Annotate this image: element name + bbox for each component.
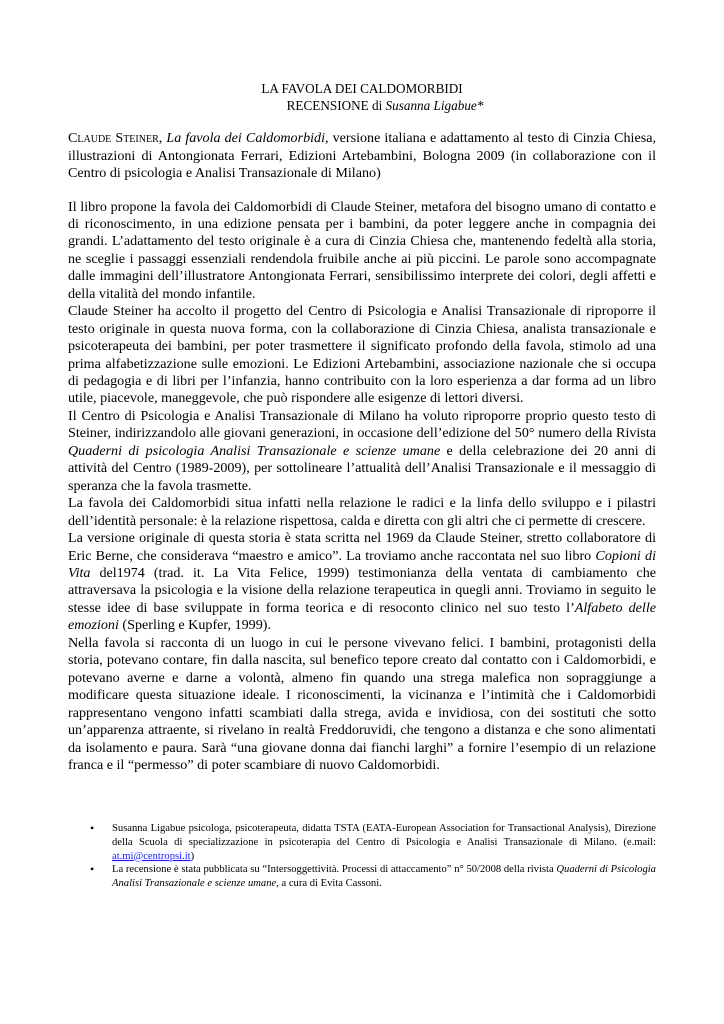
footnote-2 (90, 863, 656, 891)
book-citation (68, 130, 656, 183)
paragraph-4: La favola dei Caldomorbidi situa infatti nella relazione le radici e la linfa dello sviluppo e i pilastri dell’identità personale: è la relazione rispettosa, calda e diretta con gli altri che ci permette di crescere. (68, 495, 656, 529)
paragraph-2: Claude Steiner ha accolto il progetto del Centro di Psicologia e Analisi Transazionale di riproporre il testo originale in questa nuova forma, con la collaborazione di Cinzia Chiesa, analista transazionale e psicoterapeuta dei bambini, per poter trasmettere il significato profondo della favola, stimolo ad una prima alfabetizzazione sulle emozioni. Le Edizioni Artebambini, associazione nazionale che si occupa di pedagogia e di libri per l’infanzia, hanno contribuito con la loro esperienza a dar forma ad un libro utile, piacevole, maneggevole, che può rispondere alle esigenze di lettori diversi. (68, 303, 656, 407)
bullet-icon: • (90, 821, 95, 835)
p5-book-alfabeto: Alfabeto delle emozioni (68, 599, 656, 634)
footnote-1-close: ) (190, 850, 195, 862)
p5-book-copioni: Copioni di Vita (68, 547, 656, 582)
p5-text-b: del1974 (trad. it. La Vita Felice, 1999) testimonianza della ventata di cambiamento che attraversava la psicologia e la visione della relazione terapeutica in quegli anni. Troviamo in seguito le stesse idee di base sviluppate in forma teorica e di resoconto clinico nel suo testo l’ (68, 565, 656, 616)
footnote-1 (90, 822, 656, 863)
footnote-2-end: , a cura di Evita Cassoni. (276, 878, 382, 890)
p5-text-a: La versione originale di questa storia è stata scritta nel 1969 da Claude Steiner, stretto collaboratore di Eric Berne, che considerava “maestro e amico”. La troviamo anche raccontata nel suo libro (68, 530, 656, 564)
citation-text-1: versione italiana e adattamento al testo di Cinzia Chiesa (328, 130, 653, 146)
paragraph-6: Nella favola si racconta di un luogo in cui le persone vivevano felici. I bambini, protagonisti della storia, potevano contare, fin dalla nascita, sul benefico tepore creato dal contatto con i Caldomorbidi, e potevano averne e darne a volontà, almeno fin quando una strega malefica non sopraggiunge a modificare questa situazione ideale. I riconoscimenti, la vicinanza e l’intimità che i Caldomorbidi rappresentano vengono infatti scambiati dalla strega, avida e invidiosa, con dei sostituti che sotto un’apparenza attraente, si rivelano in realtà Freddoruvidi, che tengono a distanza e che sono alimentati da isolamento e paura. Sarà “una giovane donna dai fianchi larghi” a fornire l’esempio di un relazione franca e il “permesso” di poter scambiare di nuovo Caldomorbidi. (68, 634, 656, 773)
p5-text-c: (Sperling e Kupfer, 1999). (118, 617, 271, 634)
footnote-1-text: Susanna Ligabue psicologa, psicoterapeuta, didatta TSTA (EATA-European Association for Transactional Analysis), Direzione della Scuola di specializzazione in psicoterapia del Centro di Psicologia e Analisi Transazionale di Milano. (e.mail: (112, 823, 656, 848)
document-page (68, 80, 656, 774)
bullet-icon: • (90, 862, 95, 877)
p3-text-a: Il Centro di Psicologia e Analisi Transazionale di Milano ha voluto riproporre proprio questo testo di Steiner, indirizzandolo alle giovani generazioni, in occasione dell’edizione del 50° numero della Rivista (68, 407, 656, 442)
email-link[interactable]: at.mi@centropsi.it (112, 850, 191, 862)
citation-comma: , (652, 130, 656, 146)
paragraph-5 (68, 530, 656, 635)
citation-author: Claude Steiner (68, 130, 159, 146)
footnote-2-text: La recensione è stata pubblicata su “Intersoggettività. Processi di attaccamento” n° 50/2008 della rivista (112, 864, 557, 876)
citation-sep: , (158, 130, 167, 146)
document-subtitle (68, 97, 656, 114)
subtitle-prefix: RECENSIONE di (286, 98, 386, 113)
footnote-2-journal: Quaderni di Psicologia Analisi Transazionale e scienze umane (112, 864, 656, 890)
citation-comma-2: , (278, 147, 283, 164)
paragraph-1: Il libro propone la favola dei Caldomorbidi di Claude Steiner, metafora del bisogno umano di contatto e di riconoscimento, in una edizione pensata per i bambini, da poter leggere anche in compagnia dei grandi. L’adattamento del testo originale è a cura di Cinzia Chiesa che, mantenendo fedeltà alla storia, ne sceglie i passaggi essenziali rendendola fruibile anche ai più piccini. Le parole sono accompagnate dalle immagini dell’illustratore Antongionata Ferrari, sensibilissimo interprete dei colori, degli affetti e della vitalità del mondo infantile. (68, 198, 656, 302)
p3-journal-title: Quaderni di psicologia Analisi Transazionale e scienze umane (68, 442, 441, 459)
subtitle-author: Susanna Ligabue* (385, 98, 484, 113)
citation-text-3: Edizioni Artebambini, Bologna 2009 (in collaborazione con il Centro di psicologia e Analisi Transazionale di Milano) (68, 147, 656, 181)
document-title: LA FAVOLA DEI CALDOMORBIDI (261, 81, 463, 96)
citation-text-2: illustrazioni di Antongionata Ferrari (68, 147, 279, 164)
footnotes (90, 822, 656, 891)
p3-text-b: e della celebrazione dei 20 anni di attività del Centro (1989-2009), per sottolineare l’attualità dell’Analisi Transazionale e il messaggio di speranza che la favola trasmette. (68, 442, 656, 494)
paragraph-3 (68, 408, 656, 495)
citation-book-title: La favola dei Caldomorbidi, (166, 130, 329, 146)
review-body (68, 199, 656, 775)
